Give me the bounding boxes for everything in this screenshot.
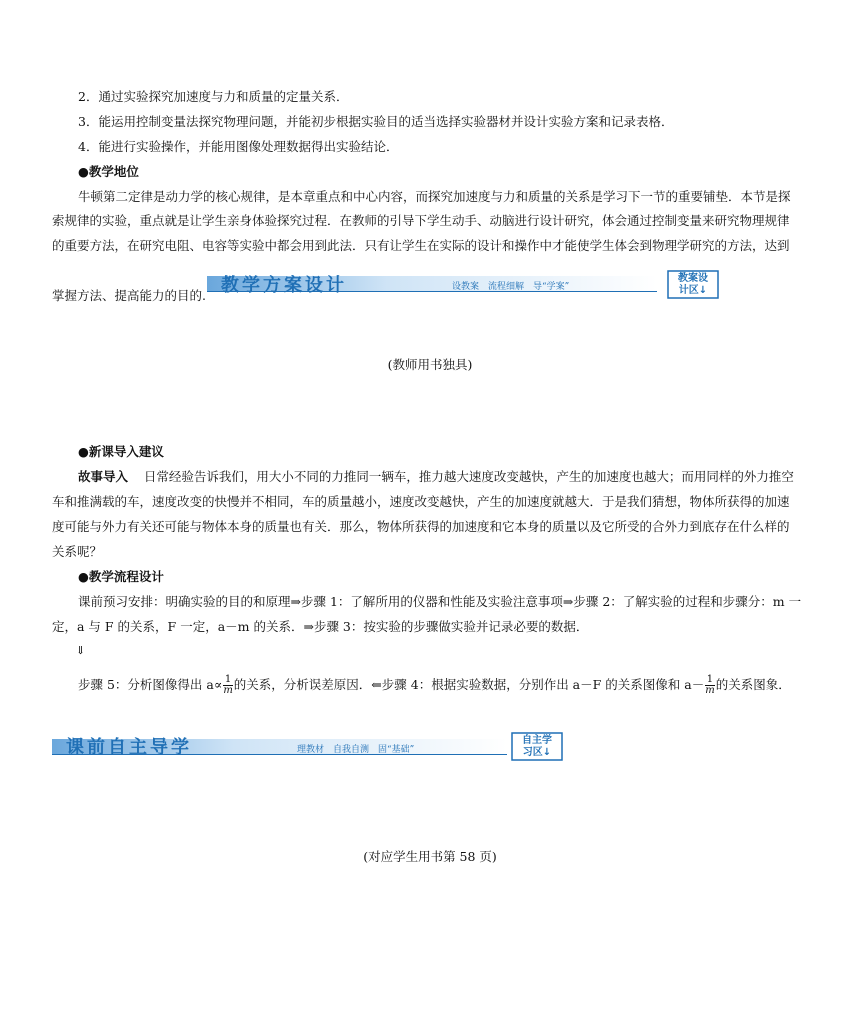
flow-line-1: 课前预习安排：明确实验的目的和原理⇒步骤 1：了解所用的仪器和性能及实验注意事项⇒步骤 2：了解实验的过程和步骤分：m 一 — [78, 594, 802, 609]
banner-2-slogan: 理教材 自我自测 固“基础” — [297, 745, 415, 755]
frac-den-2: m — [705, 685, 715, 696]
badge-2-line-2: 习区↓ — [522, 747, 552, 758]
fraction-1-over-m-2 — [705, 675, 714, 696]
frac-den: m — [223, 685, 233, 696]
banner-badge[interactable] — [668, 273, 718, 297]
position-line-2: 索规律的实验，重点就是让学生亲身体验探究过程．在教师的引导下学生动手、动脑进行设计研究，体会通过控制变量来研究物理规律 — [52, 213, 790, 228]
frac-num: 1 — [224, 674, 232, 685]
objective-3: 3．能运用控制变量法探究物理问题，并能初步根据实验目的适当选择实验器材并设计实验方案和记录表格． — [78, 114, 674, 129]
objective-4: 4．能进行实验操作，并能用图像处理数据得出实验结论． — [78, 139, 399, 154]
position-line-1: 牛顿第二定律是动力学的核心规律，是本章重点和中心内容，而探究加速度与力和质量的关系是学习下一节的重要铺垫．本节是探 — [78, 189, 791, 204]
banner-slogan: 设教案 流程细解 导“学案” — [452, 282, 570, 292]
step5-part-a: 步骤 5：分析图像得出 a∝ — [78, 677, 223, 692]
intro-line-2: 车和推满载的车，速度改变的快慢并不相同，车的质量越小，速度改变越快，产生的加速度就越大．于是我们猜想，物体所获得的加速 — [52, 494, 790, 509]
intro-line-3: 度可能与外力有关还可能与物体本身的质量也有关．那么，物体所获得的加速度和它本身的质量以及它所受的合外力到底存在什么样的 — [52, 519, 790, 534]
step5-part-b: 的关系，分析误差原因．⇐步骤 4：根据实验数据，分别作出 a－F 的关系图像和 a－ — [233, 677, 705, 692]
step5-part-c: 的关系图象． — [715, 677, 791, 692]
banner-2-title: 课前自主导学 — [66, 737, 192, 758]
position-line-4: 掌握方法、提高能力的目的. — [52, 288, 206, 303]
objective-2: 2．通过实验探究加速度与力和质量的定量关系． — [78, 89, 349, 104]
intro-line-4: 关系呢？ — [52, 544, 103, 559]
badge-line-2: 计区↓ — [678, 285, 708, 296]
preview-study-banner — [52, 731, 564, 761]
position-heading: ●教学地位 — [78, 164, 139, 179]
frac-num-2: 1 — [706, 674, 714, 685]
badge-2-line-1: 自主学 — [522, 735, 552, 746]
flow-heading: ●教学流程设计 — [78, 569, 164, 584]
intro-line-1 — [78, 469, 794, 485]
position-line-3: 的重要方法，在研究电阻、电容等实验中都会用到此法．只有让学生在实际的设计和操作中才能使学生体会到物理学研究的方法，达到 — [52, 238, 790, 253]
fraction-1-over-m — [223, 675, 232, 696]
lesson-plan-banner — [207, 270, 719, 300]
badge-line-1: 教案设 — [678, 273, 708, 284]
student-book-page-note: (对应学生用书第 58 页) — [363, 849, 497, 864]
banner-2-badge[interactable] — [512, 735, 562, 759]
intro-heading: ●新课导入建议 — [78, 444, 164, 459]
flow-line-2: 定，a 与 F 的关系，F 一定，a－m 的关系．⇒步骤 3：按实验的步骤做实验并记录必要的数据． — [52, 619, 589, 634]
banner-title: 教学方案设计 — [221, 275, 347, 296]
intro-lead: 故事导入 — [78, 469, 129, 484]
intro-line-1-text: 日常经验告诉我们，用大小不同的力推同一辆车，推力越大速度改变越快，产生的加速度也越大；而用同样的外力推空 — [143, 469, 794, 484]
flow-step-5 — [78, 675, 791, 696]
flow-down-arrow: ⇓ — [76, 644, 86, 657]
teacher-only-note: (教师用书独具) — [387, 357, 473, 372]
